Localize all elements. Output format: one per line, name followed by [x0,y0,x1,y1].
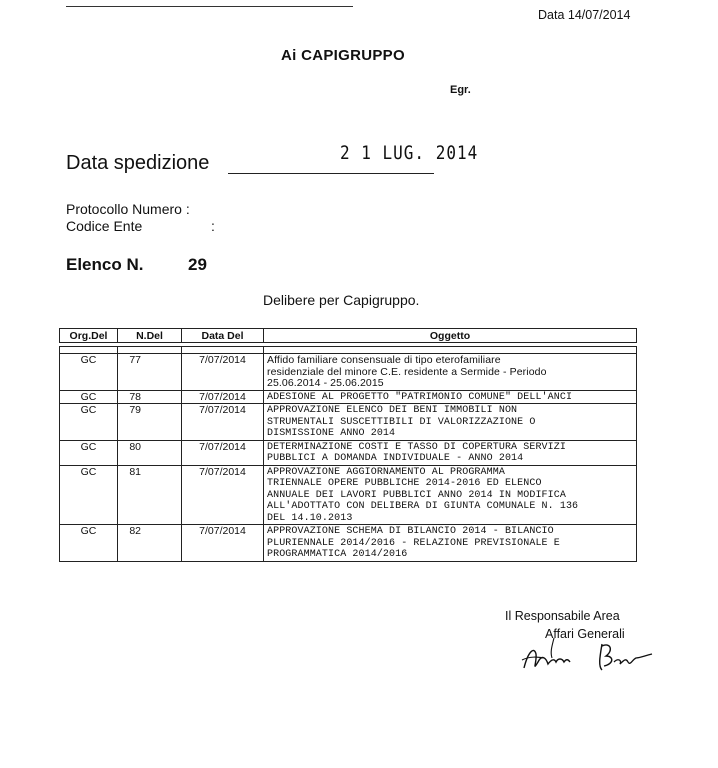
oggetto-line: PLURIENNALE 2014/2016 - RELAZIONE PREVISIONALE E [267,537,560,549]
date-stamp: 2 1 LUG. 2014 [340,141,479,164]
codice-ente-colon: : [211,218,215,234]
table-row [60,404,637,441]
cell-num: 82 [118,525,182,562]
oggetto-line: APPROVAZIONE AGGIORNAMENTO AL PROGRAMMA [267,466,505,478]
oggetto-line: DEL 14.10.2013 [267,512,353,524]
oggetto-line: APPROVAZIONE SCHEMA DI BILANCIO 2014 - BILANCIO [267,526,554,537]
delibere-table [59,346,637,562]
cell-date: 7/07/2014 [182,354,264,391]
top-rule [66,6,353,7]
cell-org: GC [60,404,118,441]
document-date: Data 14/07/2014 [538,8,631,22]
cell-date: 7/07/2014 [182,404,264,441]
cell-oggetto [264,404,637,441]
oggetto-line: PUBBLICI A DOMANDA INDIVIDUALE - ANNO 2014 [267,453,524,464]
table-row [60,390,637,404]
elenco-label: Elenco N. [66,255,144,274]
oggetto-line: APPROVAZIONE ELENCO DEI BENI IMMOBILI NON [267,405,518,416]
cell-oggetto [264,390,637,404]
cell-num: 77 [118,354,182,391]
elenco-number: 29 [188,255,207,274]
recipient-salutation: Egr. [450,84,471,96]
handwritten-signature [518,632,658,678]
cell-org: GC [60,525,118,562]
cell-oggetto [264,525,637,562]
affari-generali-label: Affari Generali [545,627,625,641]
table-row [60,465,637,525]
cell-date: 7/07/2014 [182,390,264,404]
oggetto-line: STRUMENTALI SUSCETTIBILI DI VALORIZZAZIONE O [267,416,536,428]
table-row [60,354,637,391]
cell-date: 7/07/2014 [182,465,264,525]
header-num: N.Del [118,329,182,343]
header-oggetto: Oggetto [264,329,637,343]
cell-org: GC [60,354,118,391]
cell-num: 79 [118,404,182,441]
oggetto-line: ANNUALE DEI LAVORI PUBBLICI ANNO 2014 IN MODIFICA [267,489,566,501]
header-date: Data Del [182,329,264,343]
cell-num: 78 [118,390,182,404]
cell-oggetto [264,440,637,465]
oggetto-line: residenziale del minore C.E. residente a Sermide - Periodo [267,365,547,378]
document-title: Ai CAPIGRUPPO [281,47,405,64]
responsabile-label: Il Responsabile Area [505,609,620,623]
cell-org: GC [60,465,118,525]
table-spacer-row [60,347,637,354]
spedizione-underline [228,173,434,174]
cell-num: 80 [118,440,182,465]
oggetto-line: PROGRAMMATICA 2014/2016 [267,549,408,560]
header-org: Org.Del [60,329,118,343]
spedizione-label: Data spedizione [66,152,210,174]
table-header [59,328,637,343]
cell-oggetto [264,465,637,525]
cell-org: GC [60,390,118,404]
table-row [60,525,637,562]
oggetto-line: 25.06.2014 - 25.06.2015 [267,377,384,389]
codice-ente-label: Codice Ente [66,218,143,234]
oggetto-line: ADESIONE AL PROGETTO "PATRIMONIO COMUNE" DELL'ANCI [267,391,573,403]
oggetto-line: DETERMINAZIONE COSTI E TASSO DI COPERTURA SERVIZI [267,441,566,453]
cell-num: 81 [118,465,182,525]
oggetto-line: TRIENNALE OPERE PUBBLICHE 2014-2016 ED ELENCO [267,478,542,489]
cell-org: GC [60,440,118,465]
oggetto-line: ALL'ADOTTATO CON DELIBERA DI GIUNTA COMUNALE N. 136 [267,501,579,512]
table-row [60,440,637,465]
cell-date: 7/07/2014 [182,525,264,562]
cell-oggetto [264,354,637,391]
cell-date: 7/07/2014 [182,440,264,465]
oggetto-line: Affido familiare consensuale di tipo eterofamiliare [267,354,501,366]
oggetto-line: DISMISSIONE ANNO 2014 [267,428,396,439]
list-subtitle: Delibere per Capigruppo. [263,292,420,308]
protocollo-label: Protocollo Numero : [66,201,190,217]
